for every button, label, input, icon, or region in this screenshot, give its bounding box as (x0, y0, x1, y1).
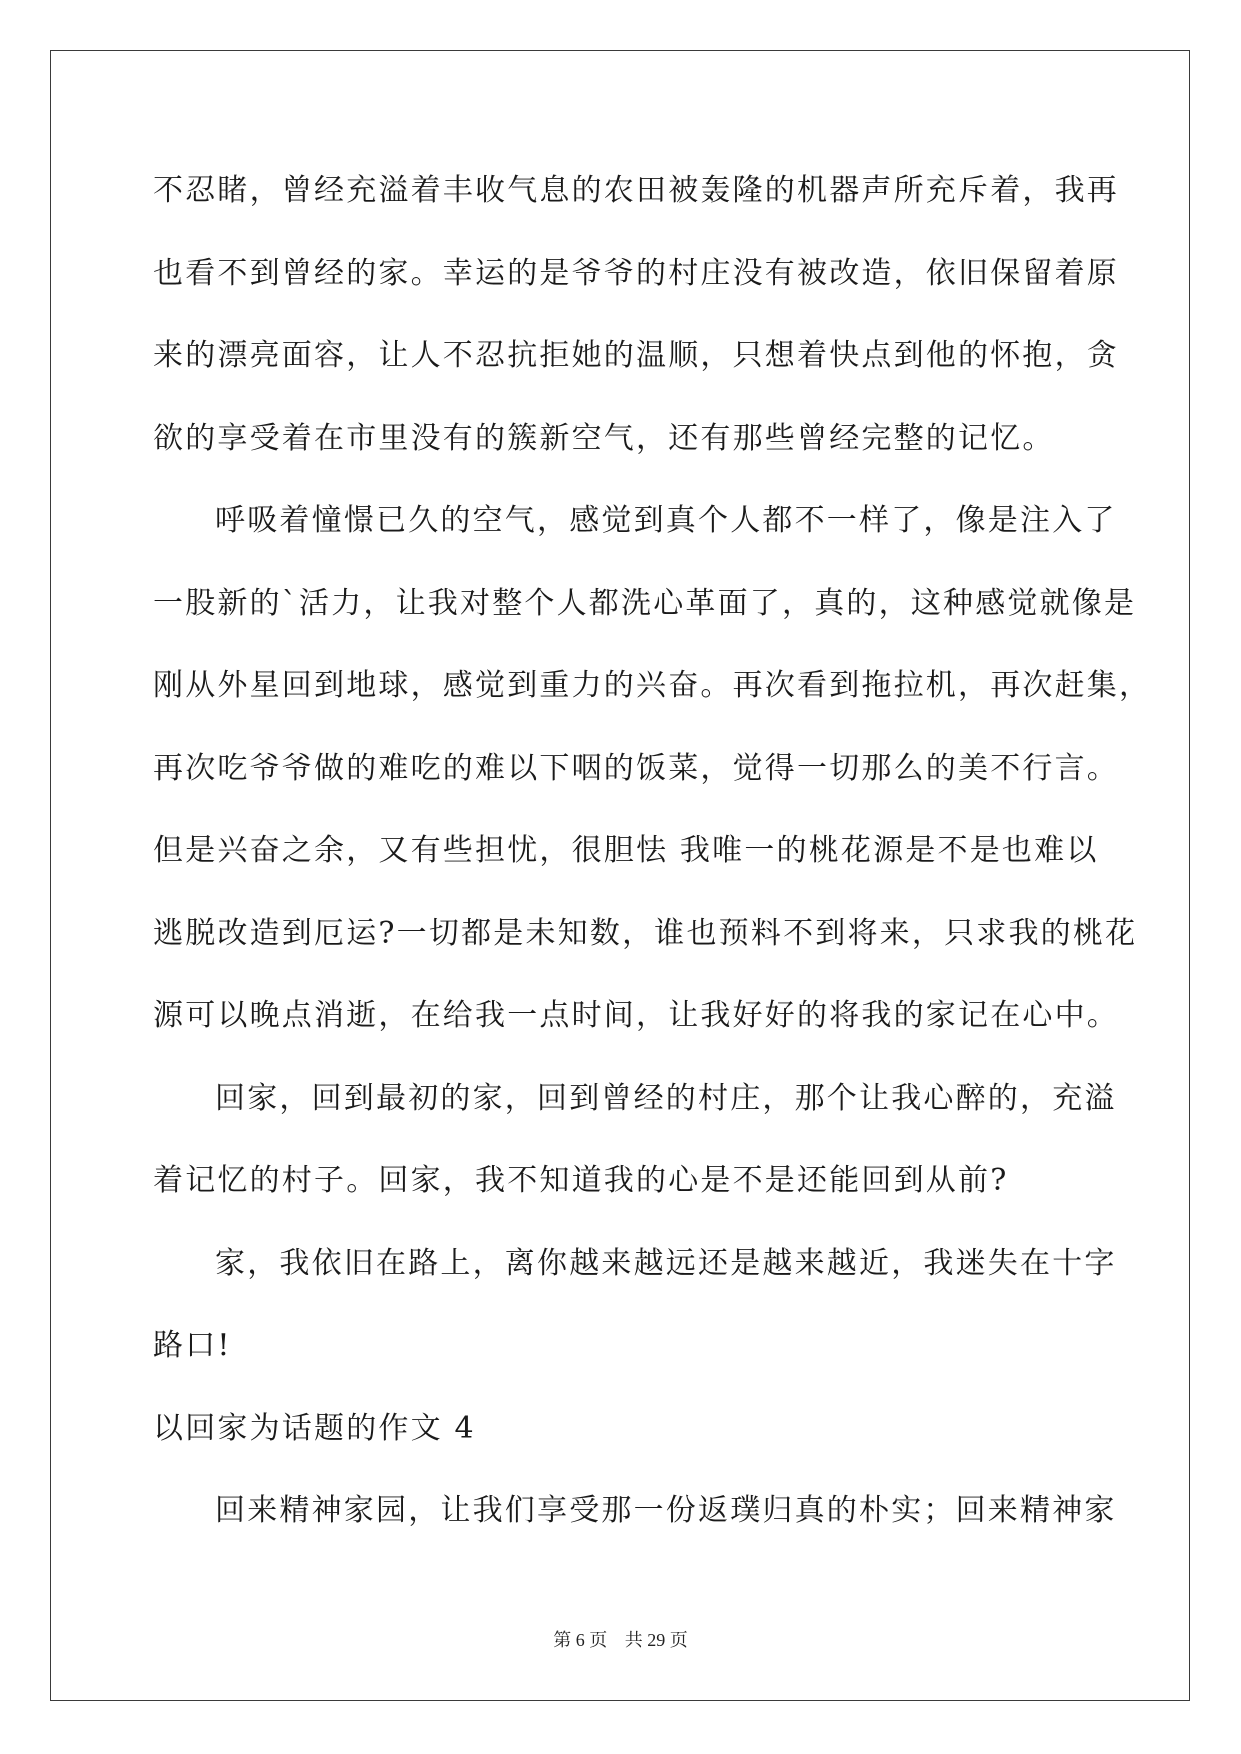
document-body (153, 160, 1152, 1563)
text-line: 再次吃爷爷做的难吃的难以下咽的饭菜，觉得一切那么的美不行言。 (153, 750, 1119, 786)
text-line: 不忍睹，曾经充溢着丰收气息的农田被轰隆的机器声所充斥着，我再 (153, 173, 1119, 208)
page-number: 第 6 页 (553, 1630, 608, 1650)
page-total: 共 29 页 (624, 1630, 688, 1650)
text-line: 欲的享受着在市里没有的簇新空气，还有那些曾经完整的记忆。 (153, 420, 1055, 456)
text-line: 一股新的`活力，让我对整个人都洗心革面了，真的，这种感觉就像是 (153, 585, 1137, 621)
text-line: 刚从外星回到地球，感觉到重力的兴奋。再次看到拖拉机，再次赶集， (153, 668, 1152, 703)
text-line: 路口! (153, 1328, 232, 1363)
text-line: 源可以晚点消逝，在给我一点时间，让我好好的将我的家记在心中。 (153, 998, 1119, 1033)
text-line: 也看不到曾经的家。幸运的是爷爷的村庄没有被改造，依旧保留着原 (153, 255, 1119, 291)
text-line: 着记忆的村子。回家，我不知道我的心是不是还能回到从前? (153, 1163, 1009, 1198)
paragraph-start-line: 回来精神家园，让我们享受那一份返璞归真的朴实；回来精神家 (215, 1493, 1117, 1528)
section-heading: 以回家为话题的作文 4 (153, 1410, 476, 1446)
paragraph-start-line: 家，我依旧在路上，离你越来越远还是越来越近，我迷失在十字 (215, 1245, 1117, 1281)
text-line: 但是兴奋之余，又有些担忧，很胆怯 我唯一的桃花源是不是也难以 (153, 833, 1099, 868)
paragraph-start-line: 回家，回到最初的家，回到曾经的村庄，那个让我心醉的，充溢 (215, 1080, 1117, 1116)
page-footer (0, 1626, 1241, 1652)
text-line: 来的漂亮面容，让人不忍抗拒她的温顺，只想着快点到他的怀抱，贪 (153, 338, 1119, 373)
text-line: 逃脱改造到厄运?一切都是未知数，谁也预料不到将来，只求我的桃花 (153, 915, 1138, 951)
paragraph-start-line: 呼吸着憧憬已久的空气，感觉到真个人都不一样了，像是注入了 (215, 503, 1117, 538)
